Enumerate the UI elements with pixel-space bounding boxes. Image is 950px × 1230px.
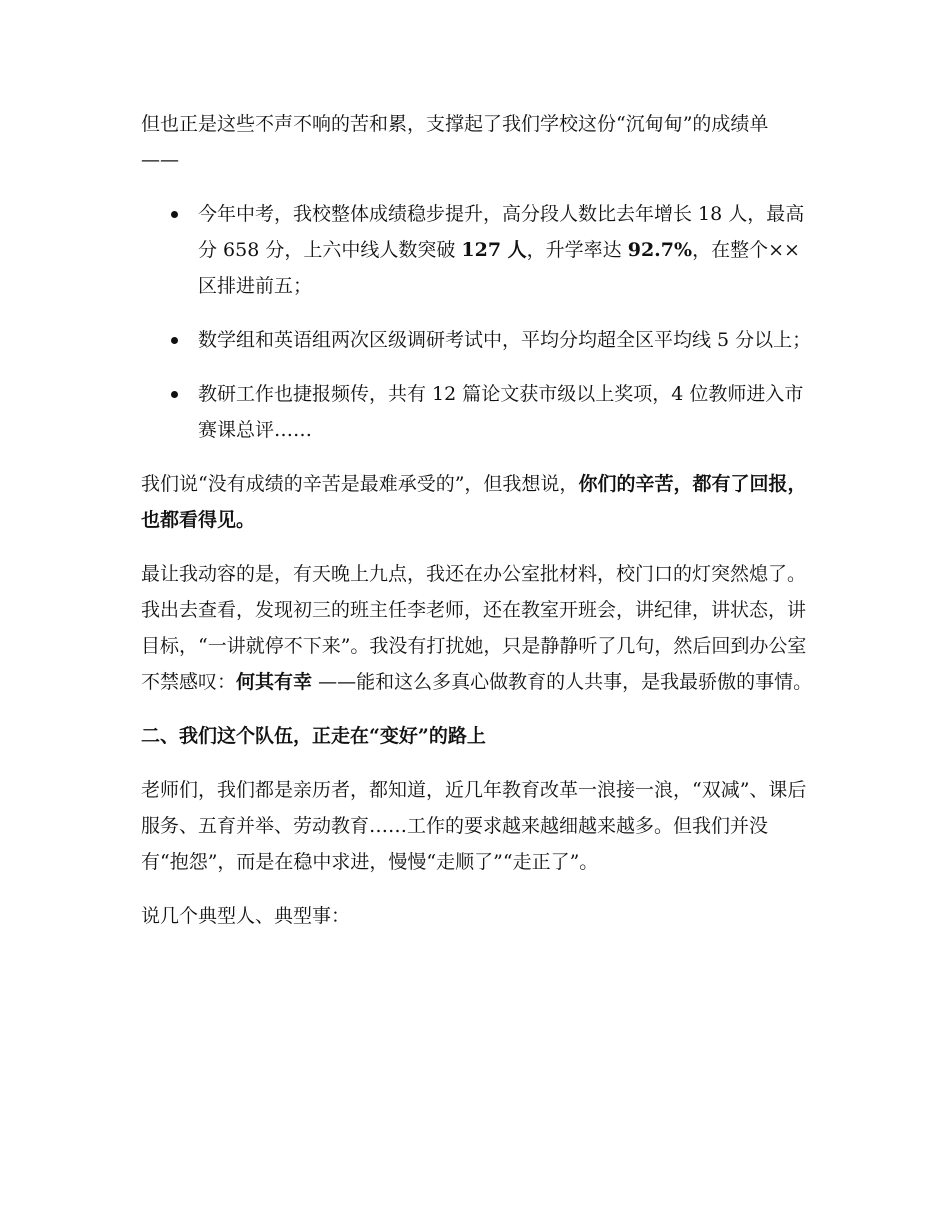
paragraph-bold: 何其有幸 <box>236 671 313 693</box>
list-item-text: ，在整个××区排进前五； <box>198 239 800 297</box>
paragraph-text: 最让我动容的是，有天晚上九点，我还在办公室批材料，校门口的灯突然熄了。我出去查看，发现初三的班主任李老师，还在教室开班会，讲纪律，讲状态，讲目标，“一讲就停不下来”。我没有打扰她，只是静静听了几句，然后回到办公室不禁感叹： <box>141 563 807 693</box>
section-heading: 二、我们这个队伍，正走在“变好”的路上 <box>141 725 486 747</box>
reward-paragraph <box>141 466 813 538</box>
bullet-icon <box>171 391 178 398</box>
list-item-bold: 92.7% <box>627 239 693 261</box>
story-paragraph <box>141 556 813 700</box>
bullet-icon <box>171 337 178 344</box>
reform-paragraph: 老师们，我们都是亲历者，都知道，近几年教育改革一浪接一浪，“双减”、课后服务、五育并举、劳动教育……工作的要求越来越细越来越多。但我们并没有“抱怨”，而是在稳中求进，慢慢“走顺了”“走正了”。 <box>141 779 807 873</box>
list-item-text: 今年中考，我校整体成绩稳步提升，高分段人数比去年增长 18 人，最高分 658 分，上六中线人数突破 <box>198 203 805 261</box>
achievement-list <box>141 196 813 448</box>
examples-paragraph: 说几个典型人、典型事： <box>141 905 351 927</box>
list-item <box>141 322 813 358</box>
list-item-text: 教研工作也捷报频传，共有 12 篇论文获市级以上奖项，4 位教师进入市赛课总评…… <box>198 383 804 441</box>
list-item-text: ，升学率达 <box>526 239 628 261</box>
paragraph-text: ——能和这么多真心做教育的人共事，是我最骄傲的事情。 <box>312 671 813 693</box>
list-item-bold: 127 人 <box>461 239 527 261</box>
bullet-icon <box>171 211 178 218</box>
paragraph-bold: 你们的辛苦，都有了回报，也都看得见。 <box>141 473 807 531</box>
intro-paragraph: 但也正是这些不声不响的苦和累，支撑起了我们学校这份“沉甸甸”的成绩单 —— <box>141 113 769 171</box>
document-body <box>141 106 813 952</box>
paragraph-text: 我们说“没有成绩的辛苦是最难承受的”，但我想说， <box>141 473 579 495</box>
list-item <box>141 376 813 448</box>
list-item-text: 数学组和英语组两次区级调研考试中，平均分均超全区平均线 5 分以上； <box>198 329 812 351</box>
list-item <box>141 196 813 304</box>
